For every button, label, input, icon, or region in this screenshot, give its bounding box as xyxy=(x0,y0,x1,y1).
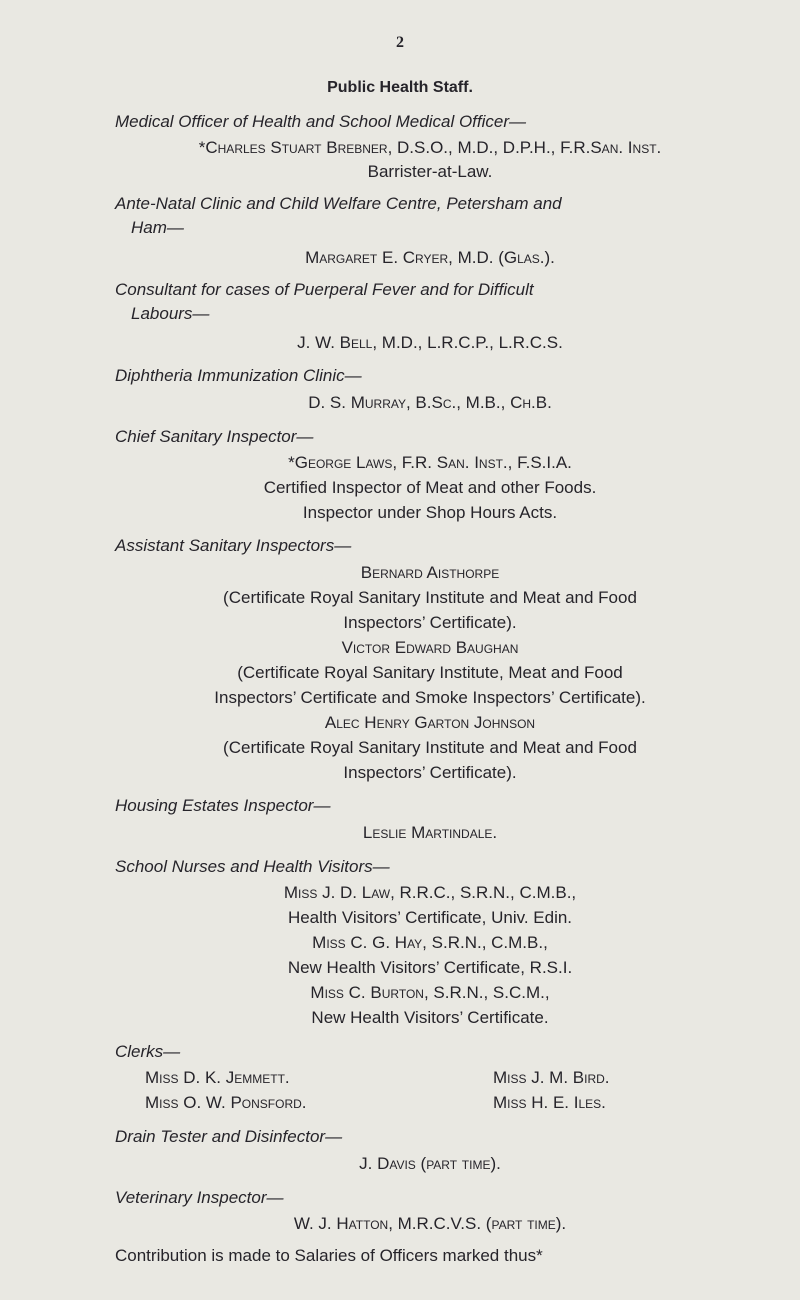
name-nurse-burton: Miss C. Burton, S.R.N., S.C.M., xyxy=(310,983,550,1002)
heading-medical-officer: Medical Officer of Health and School Medical Officer— xyxy=(115,112,527,131)
qual-nurse-law: Health Visitors’ Certificate, Univ. Edin. xyxy=(287,908,573,927)
name-antenatal: Margaret E. Cryer, M.D. (Glas.). xyxy=(305,248,555,267)
qual-chief-sanitary-2: Inspector under Shop Hours Acts. xyxy=(302,503,558,522)
clerk-bird: Miss J. M. Bird. xyxy=(493,1068,610,1087)
page-number: 2 xyxy=(396,34,404,51)
heading-consultant-line2: Labours— xyxy=(131,304,210,323)
page-title: Public Health Staff. xyxy=(327,79,473,96)
name-chief-sanitary: *George Laws, F.R. San. Inst., F.S.I.A. xyxy=(288,453,572,472)
heading-housing: Housing Estates Inspector— xyxy=(115,796,331,815)
qual-baughan-1: (Certificate Royal Sanitary Institute, Meat and Food xyxy=(237,663,623,682)
qual-chief-sanitary-1: Certified Inspector of Meat and other Foods. xyxy=(263,478,597,497)
name-aisthorpe: Bernard Aisthorpe xyxy=(360,563,500,582)
heading-drain-tester: Drain Tester and Disinfector— xyxy=(115,1127,343,1146)
heading-nurses: School Nurses and Health Visitors— xyxy=(115,857,390,876)
qual-nurse-hay: New Health Visitors’ Certificate, R.S.I. xyxy=(287,958,573,977)
qual-nurse-burton: New Health Visitors’ Certificate. xyxy=(311,1008,549,1027)
qual-medical-officer: Barrister-at-Law. xyxy=(367,162,493,181)
qual-aisthorpe-1: (Certificate Royal Sanitary Institute and Meat and Food xyxy=(223,588,637,607)
qual-baughan-2: Inspectors’ Certificate and Smoke Inspectors’ Certificate). xyxy=(214,688,646,707)
heading-antenatal xyxy=(115,192,795,240)
qual-johnson-2: Inspectors’ Certificate). xyxy=(343,763,517,782)
name-baughan: Victor Edward Baughan xyxy=(341,638,519,657)
name-drain-tester: J. Davis (part time). xyxy=(359,1154,501,1173)
heading-antenatal-line2: Ham— xyxy=(131,218,184,237)
heading-veterinary: Veterinary Inspector— xyxy=(115,1188,284,1207)
heading-chief-sanitary: Chief Sanitary Inspector— xyxy=(115,427,314,446)
name-housing: Leslie Martindale. xyxy=(362,823,498,842)
name-johnson: Alec Henry Garton Johnson xyxy=(324,713,536,732)
name-nurse-hay: Miss C. G. Hay, S.R.N., C.M.B., xyxy=(312,933,548,952)
name-medical-officer: *Charles Stuart Brebner, D.S.O., M.D., D.P.H., F.R.San. Inst. xyxy=(198,138,662,157)
name-nurse-law: Miss J. D. Law, R.R.C., S.R.N., C.M.B., xyxy=(283,883,577,902)
heading-consultant xyxy=(115,278,795,326)
clerk-jemmett: Miss D. K. Jemmett. xyxy=(145,1068,290,1087)
clerk-iles: Miss H. E. Iles. xyxy=(493,1093,606,1112)
heading-antenatal-line1: Ante-Natal Clinic and Child Welfare Centre, Petersham and xyxy=(115,194,562,213)
heading-clerks: Clerks— xyxy=(115,1042,181,1061)
qual-johnson-1: (Certificate Royal Sanitary Institute and Meat and Food xyxy=(223,738,637,757)
heading-assistant-sanitary: Assistant Sanitary Inspectors— xyxy=(115,536,352,555)
qual-aisthorpe-2: Inspectors’ Certificate). xyxy=(343,613,517,632)
name-consultant: J. W. Bell, M.D., L.R.C.P., L.R.C.S. xyxy=(297,333,563,352)
name-diphtheria: D. S. Murray, B.Sc., M.B., Ch.B. xyxy=(308,393,552,412)
clerk-ponsford: Miss O. W. Ponsford. xyxy=(145,1093,307,1112)
heading-diphtheria: Diphtheria Immunization Clinic— xyxy=(115,366,362,385)
heading-consultant-line1: Consultant for cases of Puerperal Fever and for Difficult xyxy=(115,280,534,299)
footer-note: Contribution is made to Salaries of Officers marked thus* xyxy=(115,1246,543,1265)
name-veterinary: W. J. Hatton, M.R.C.V.S. (part time). xyxy=(293,1214,567,1233)
